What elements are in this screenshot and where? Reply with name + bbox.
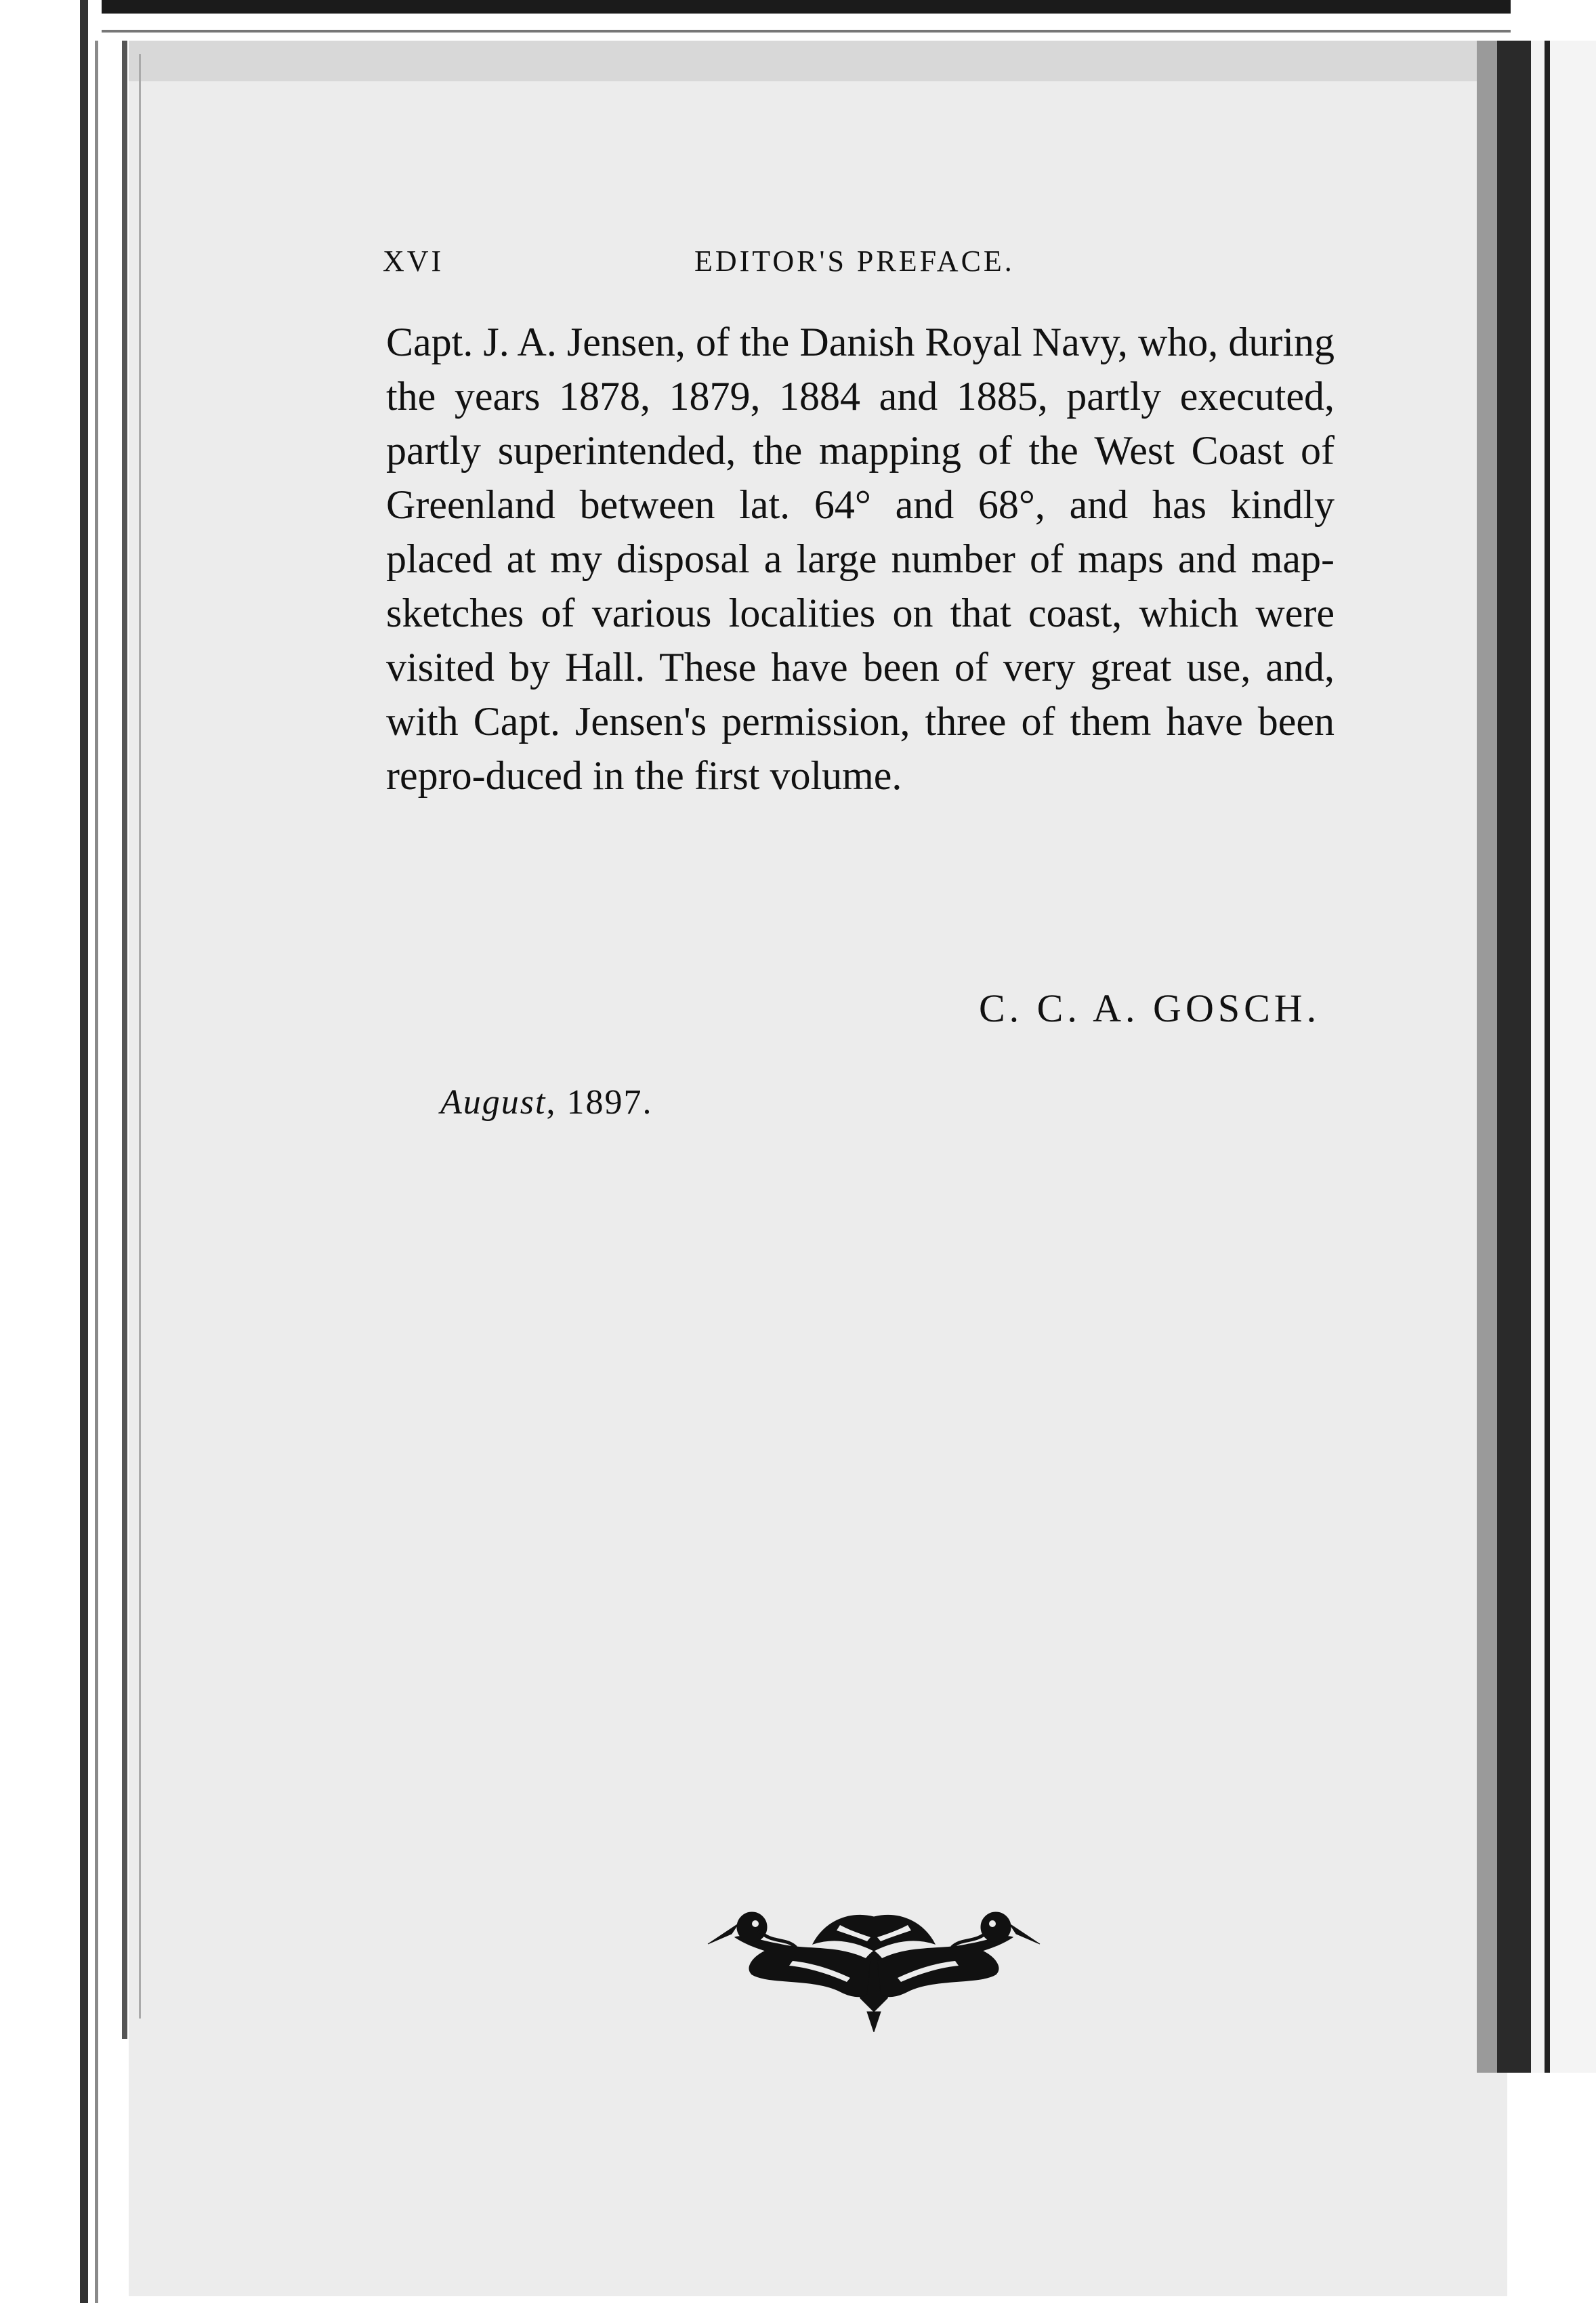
page-gutter [1497,41,1531,2073]
date-line [440,1082,652,1122]
body-paragraph: Capt. J. A. Jensen, of the Danish Royal Navy, who, during the years 1878, 1879, 1884 and 1885, partly executed, partly superintended, the mapping of the West Coast of Greenland between lat. 64° and 68°, and has kindly placed at my disposal a large number of maps and map-sketches of various localities on that coast, which were visited by Hall. These have been of very great use, and, with Capt. Jensen's permission, three of them have been repro-duced in the first volume. [386,320,1335,798]
page-number: XVI [383,245,444,278]
running-title: EDITOR'S PREFACE. [694,245,1015,278]
scan-top-rule [102,30,1511,33]
page-left-edge [122,41,127,2039]
facing-page-edge-line [1545,41,1550,2276]
scan-bottom-right [1517,2073,1596,2303]
book-edge [80,0,88,2303]
page-top-shade [129,41,1507,81]
signature: C. C. A. GOSCH. [979,986,1321,1030]
date-year: , 1897. [546,1083,653,1122]
bird-ornament-icon [705,1897,1043,2032]
book-edge [95,41,98,2303]
page-gutter-shadow [1477,41,1497,2073]
page-left-edge [139,54,141,2019]
date-month: August [440,1083,547,1122]
facing-page-edge [1531,41,1596,2073]
scan-top-border [102,0,1511,14]
running-head [383,244,1331,284]
